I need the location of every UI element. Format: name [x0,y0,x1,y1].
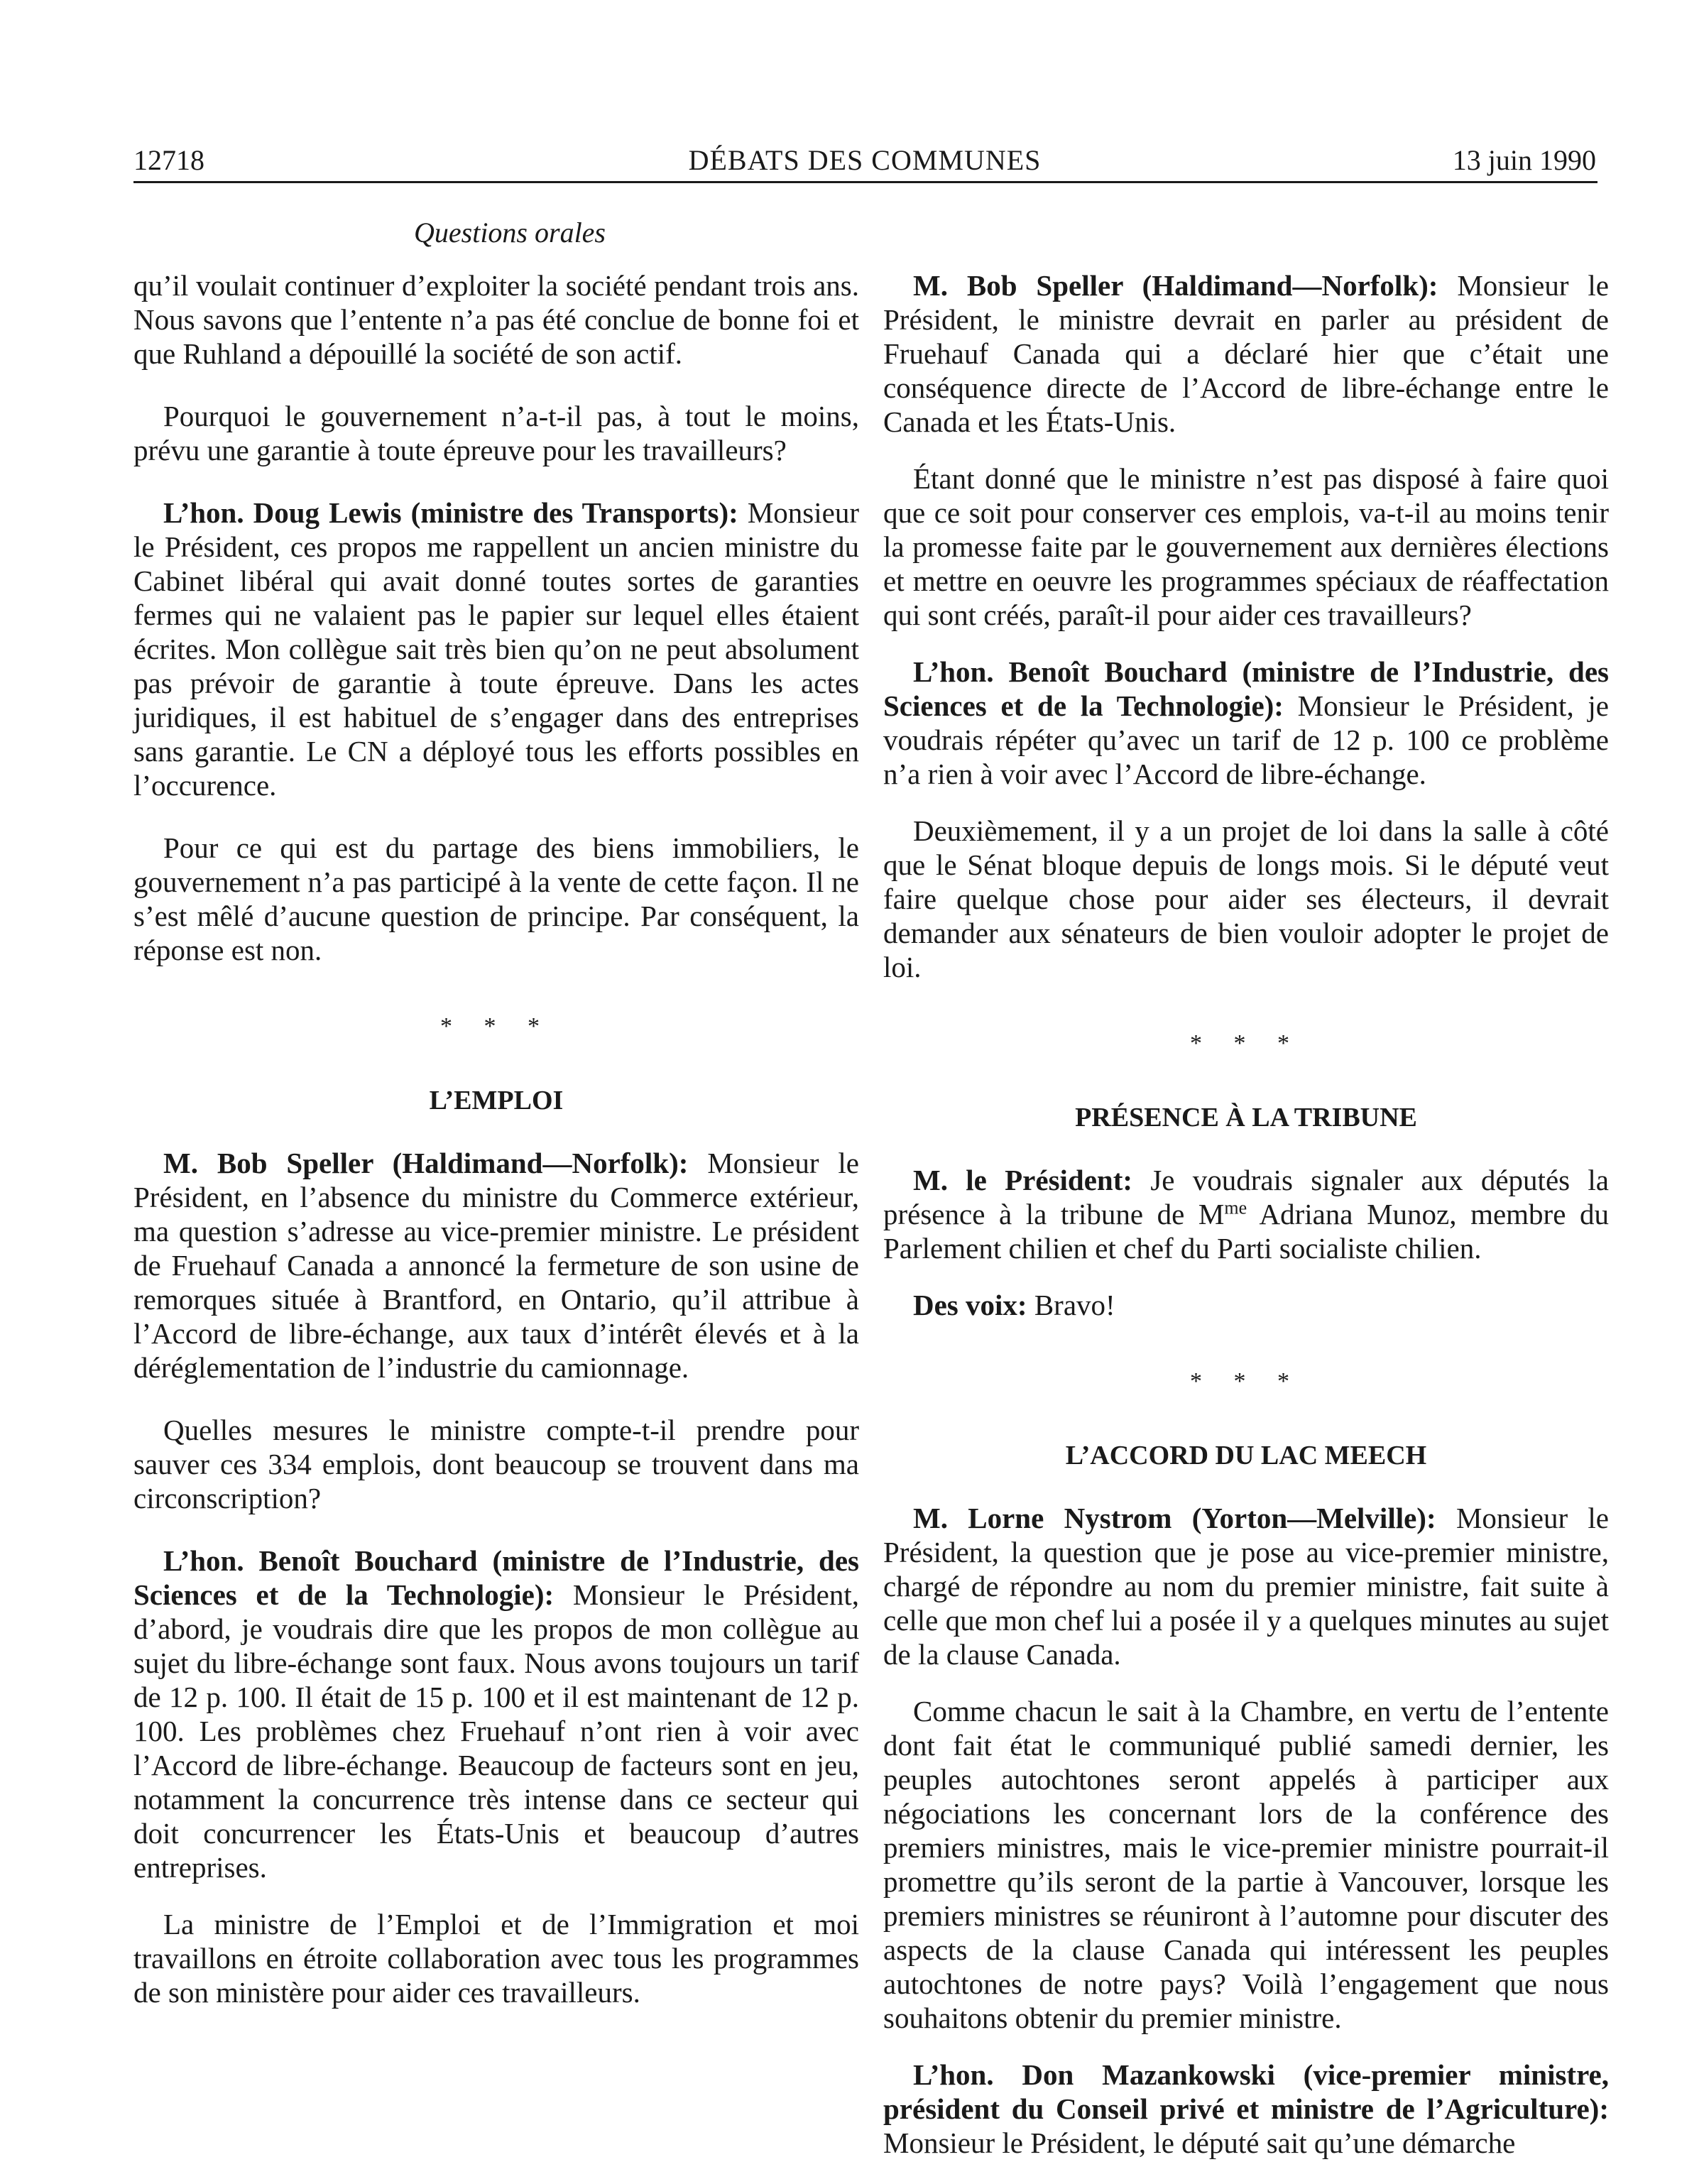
page-number: 12718 [133,144,204,176]
paragraph: Quelles mesures le ministre compte-t-il prendre pour sauver ces 334 emplois, dont beaucoup se trouvent dans ma circonscription? [133,1414,859,1514]
speech-text: Monsieur le Président, je voudrais répéter qu’avec un tarif de 12 p. 100 ce problème n’a rien à voir avec l’Accord de libre-échange. [883,689,1609,790]
speaker-name: Des voix: [913,1289,1027,1321]
header-rule [133,181,1598,183]
paragraph: Pourquoi le gouvernement n’a-t-il pas, à tout le moins, prévu une garantie à toute épreuve pour les travailleurs? [133,400,859,466]
paragraph: Comme chacun le sait à la Chambre, en vertu de l’entente dont fait état le communiqué publié samedi dernier, les peuples autochtones seront appelés à participer aux négociations les concernant lors de la conférence des premiers ministres, mais le vice-premier ministre pourrait-il promettre qu’ils seront de la partie à Vancouver, lorsque les premiers ministres se réuniront à l’automne pour discuter des aspects de la clause Canada qui intéressent les peuples autochtones de notre pays? Voilà l’engagement que nous souhaitons obtenir du premier ministre. [883,1695,1609,2034]
paragraph [883,2058,1609,2160]
speech-text: Monsieur le Président, le député sait qu’une démarche [883,2126,1516,2159]
paragraph [133,1544,859,1884]
section-title: Questions orales [414,217,606,249]
speaker-name: M. le Président: [913,1164,1133,1196]
speech-text: Monsieur le Président, la question que je pose au vice-premier ministre, chargé de répondre au nom du premier ministre, fait suite à celle que mon chef lui a posée il y a quelques minutes au sujet de la clause Canada. [883,1502,1610,1671]
paragraph: La ministre de l’Emploi et de l’Immigration et moi travaillons en étroite collaboration avec tous les programmes de son ministère pour aider ces travailleurs. [133,1908,859,2009]
paragraph [883,655,1609,791]
section-heading: PRÉSENCE À LA TRIBUNE [1075,1103,1417,1132]
paragraph [883,1501,1609,1671]
paragraph [133,1146,859,1385]
speaker-name: L’hon. Doug Lewis (ministre des Transports): [163,496,738,529]
section-heading: L’EMPLOI [429,1086,564,1115]
speaker-name: L’hon. Benoît Bouchard (ministre de l’Industrie, des Sciences et de la Technologie): [883,655,1609,722]
paragraph [883,268,1609,439]
paragraph: Deuxièmement, il y a un projet de loi dans la salle à côté que le Sénat bloque depuis de longs mois. Si le député veut faire quelque chose pour aider ses électeurs, il devrait demander aux sénateurs de bien vouloir adopter le projet de loi. [883,814,1609,983]
paragraph: Étant donné que le ministre n’est pas disposé à faire quoi que ce soit pour conserver ces emplois, va-t-il au moins tenir la promesse faite par le gouvernement aux dernières élections et mettre en oeuvre les programmes spéciaux de réaffectation qui sont créés, paraît-il pour aider ces travailleurs? [883,462,1609,631]
section-separator: * * * [1190,1368,1302,1394]
speaker-name: L’hon. Don Mazankowski (vice-premier ministre, président du Conseil privé et ministre de l’Agriculture): [883,2058,1609,2125]
speech-text: Je voudrais signaler aux députés la présence à la tribune de M [883,1164,1609,1230]
section-heading: L’ACCORD DU LAC MEECH [1065,1441,1427,1470]
paragraph: Pour ce qui est du partage des biens immobiliers, le gouvernement n’a pas participé à la vente de cette façon. Il ne s’est mêlé d’aucune question de principe. Par conséquent, la réponse est non. [133,831,859,966]
section-separator: * * * [440,1013,552,1039]
publication-title: DÉBATS DES COMMUNES [688,144,1042,176]
speech-text: Monsieur le Président, ces propos me rappellent un ancien ministre du Cabinet libéral qui avait donné toutes sortes de garanties fermes qui ne valaient pas le papier sur lequel elles étaient écrites. Mon collègue sait très bien qu’on ne peut absolument pas prévoir de garantie à toute épreuve. Dans les actes juridiques, il est habituel de s’engager dans des entreprises sans garantie. Le CN a déployé tous les efforts possibles en l’occurence. [133,496,859,802]
right-column [883,268,1609,2183]
left-column [133,268,859,2038]
paragraph [133,496,859,802]
superscript: me [1224,1197,1247,1218]
speech-text: Bravo! [1027,1289,1115,1321]
speaker-name: M. Bob Speller (Haldimand—Norfolk): [163,1147,689,1179]
paragraph: qu’il voulait continuer d’exploiter la société pendant trois ans. Nous savons que l’entente n’a pas été conclue de bonne foi et que Ruhland a dépouillé la société de son actif. [133,269,859,370]
speaker-name: L’hon. Benoît Bouchard (ministre de l’Industrie, des Sciences et de la Technologie): [133,1544,859,1611]
speaker-name: M. Bob Speller (Haldimand—Norfolk): [913,269,1438,302]
speech-text: Monsieur le Président, d’abord, je voudrais dire que les propos de mon collègue au sujet du libre-échange sont faux. Nous avons toujours un tarif de 12 p. 100. Il était de 15 p. 100 et il est maintenant de 12 p. 100. Les problèmes chez Fruehauf n’ont rien à voir avec l’Accord de libre-échange. Beaucoup de facteurs sont en jeu, notamment la concurrence très intense dans ce secteur qui doit concurrencer les États-Unis et beaucoup d’autres entreprises. [133,1578,859,1884]
speech-text: Monsieur le Président, le ministre devrait en parler au président de Fruehauf Canada qui a déclaré hier que c’était une conséquence directe de l’Accord de libre-échange entre le Canada et les États-Unis. [883,269,1609,438]
issue-date: 13 juin 1990 [1452,144,1596,176]
running-head [133,139,1596,182]
speaker-name: M. Lorne Nystrom (Yorton—Melville): [913,1502,1436,1534]
paragraph [883,1288,1609,1322]
section-separator: * * * [1190,1030,1302,1056]
paragraph [883,1163,1609,1265]
speech-text: Adriana Munoz, membre du Parlement chilien et chef du Parti socialiste chilien. [883,1198,1609,1265]
speech-text: Monsieur le Président, en l’absence du ministre du Commerce extérieur, ma question s’adresse au vice-premier ministre. Le président de Fruehauf Canada a annoncé la fermeture de son usine de remorques située à Brantford, en Ontario, qu’il attribue à l’Accord de libre-échange, aux taux d’intérêt élevés et à la déréglementation de l’industrie du camionnage. [133,1147,859,1384]
